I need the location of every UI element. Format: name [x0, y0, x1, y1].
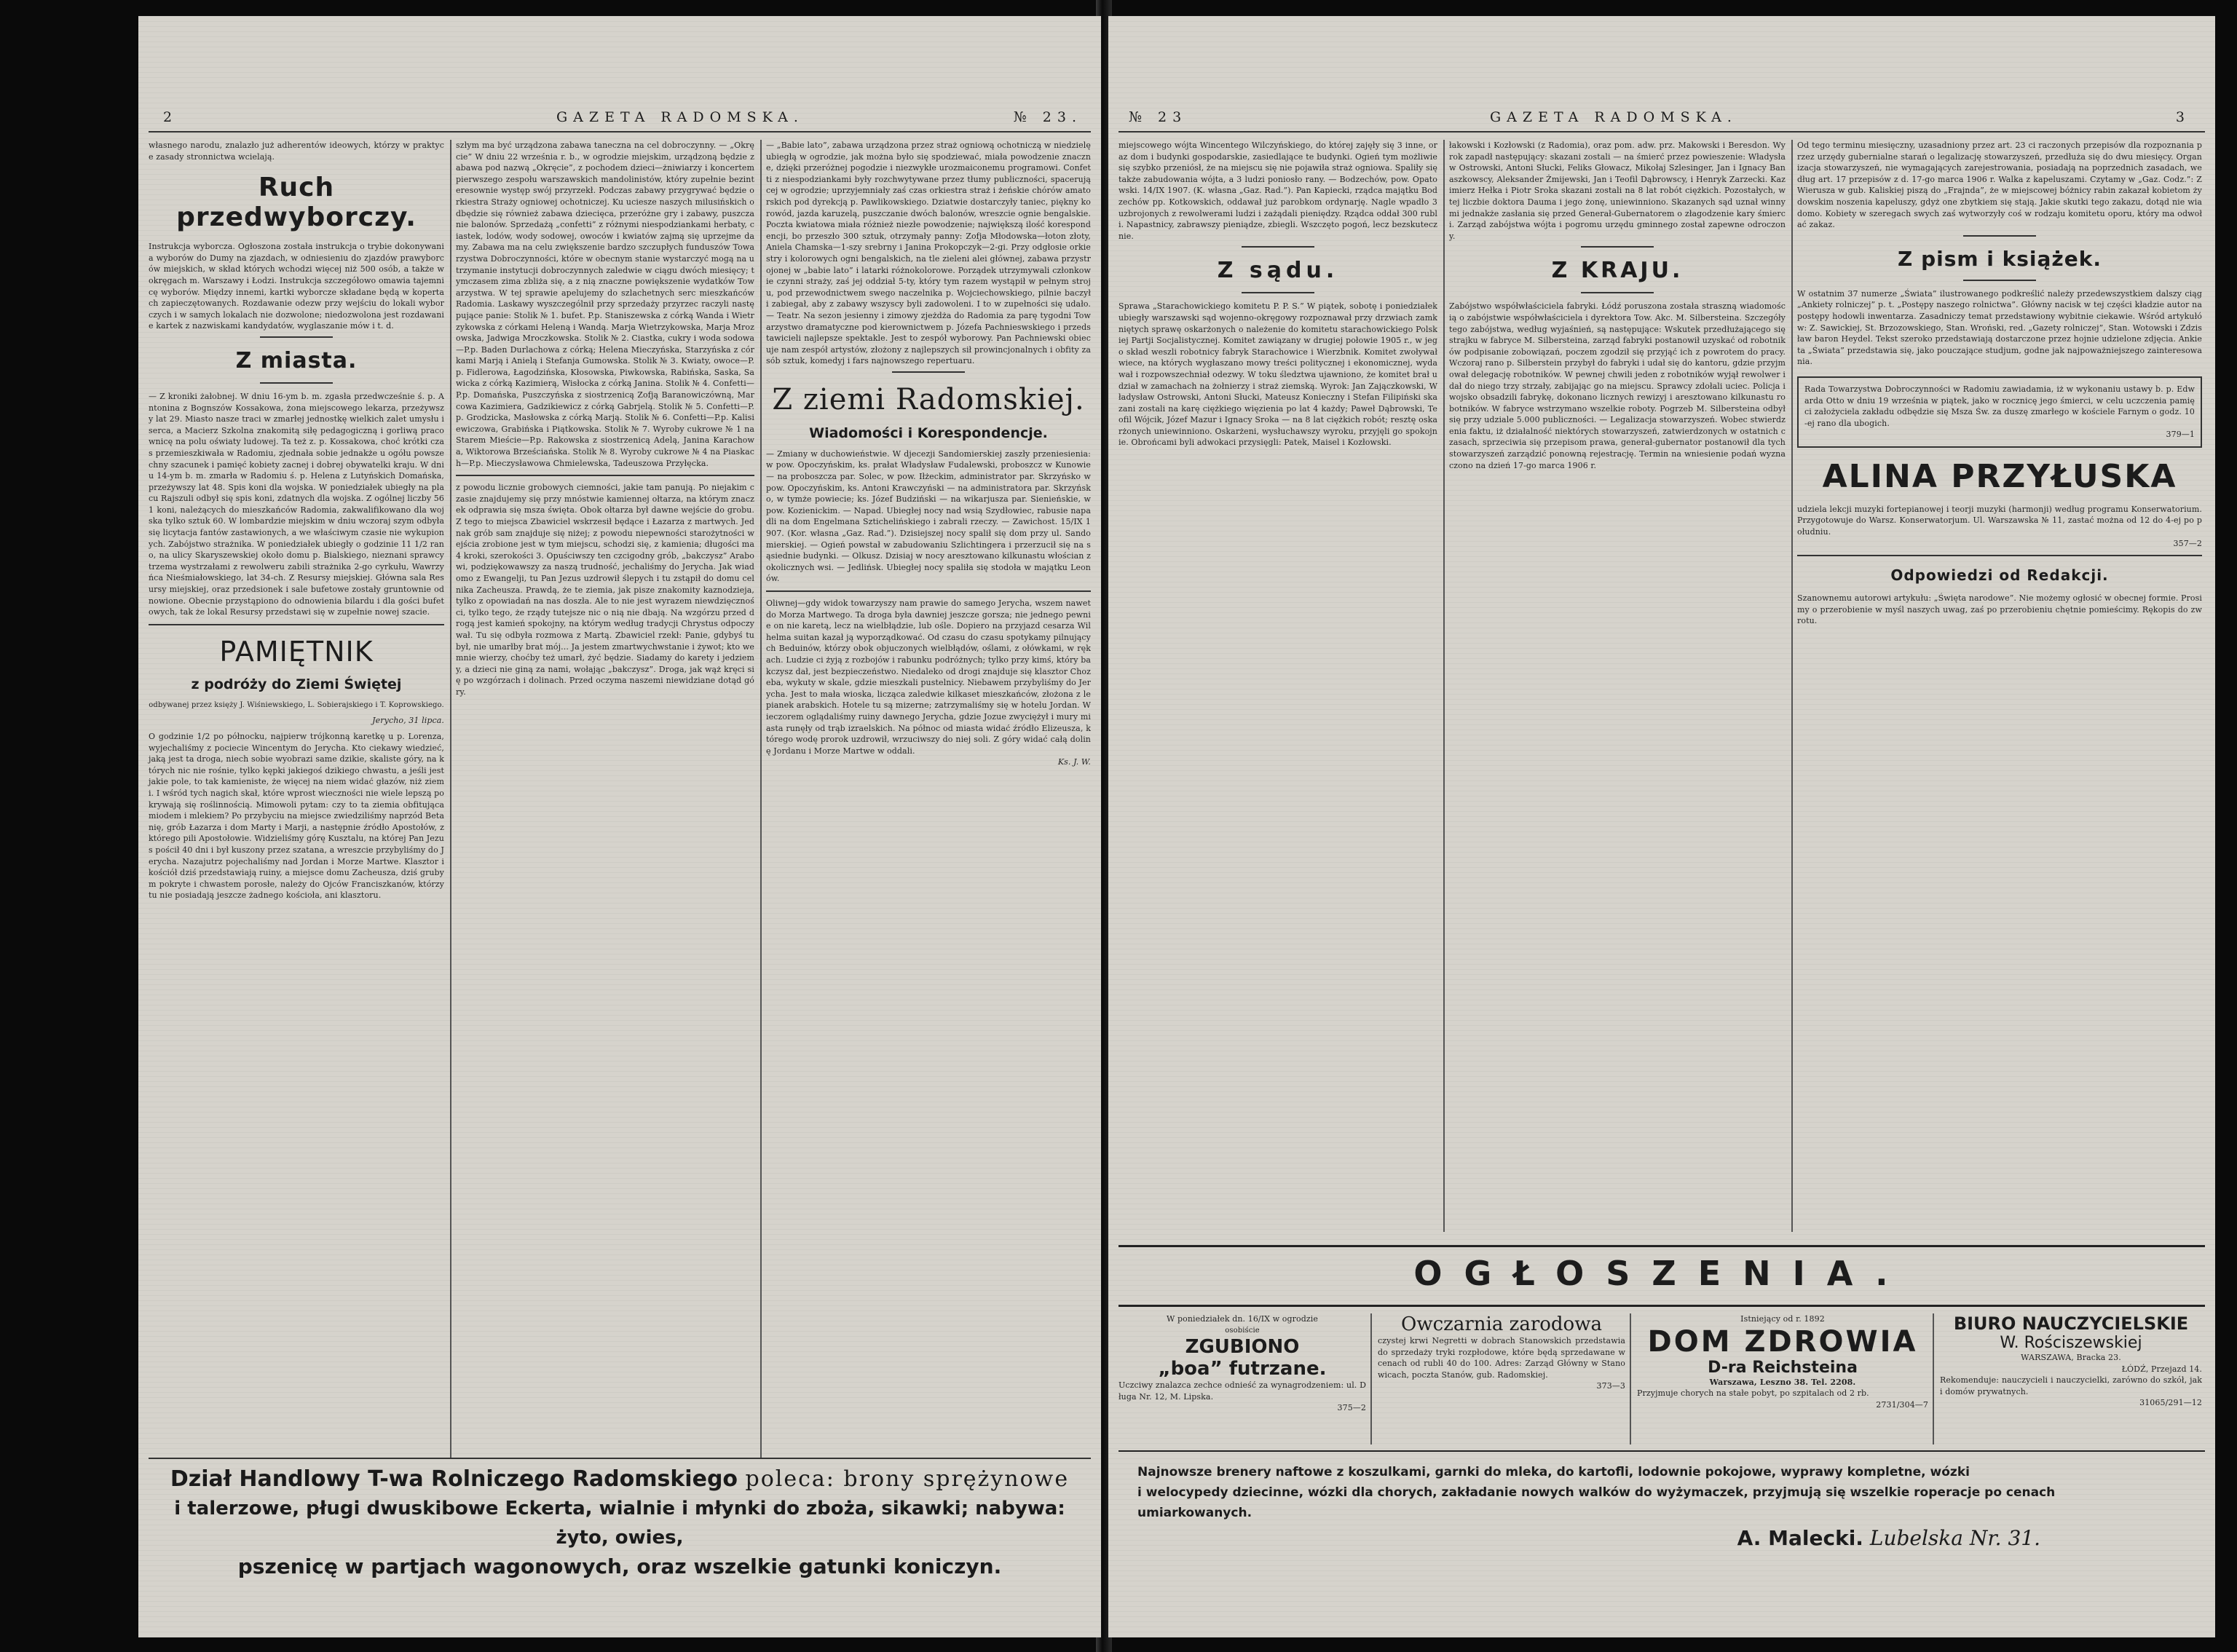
ad2-number: 373—3 — [1596, 1381, 1625, 1391]
ad-malecki — [1137, 1462, 2186, 1571]
pamietnik-place: Jerycho, 31 lipca. — [372, 716, 444, 726]
right-column-2 — [1449, 140, 1786, 1232]
right-column-3 — [1797, 140, 2205, 1232]
column-rule — [1443, 140, 1445, 1232]
alina-text: udziela lekcji muzyki fortepianowej i teorji muzyki (harmonji) według programu Konserwatorium. Przygotowuje do Warsz. Konserwatorjum. Ul. Warszawska № 11, zastać można od 12 do 4-ej po południu. — [1797, 504, 2205, 537]
ad1-small: osobiście — [1225, 1326, 1260, 1335]
signature: Ks. J. W. — [1057, 757, 1091, 767]
ad5-address: Lubelska Nr. 31. — [1869, 1526, 2040, 1550]
divider — [149, 624, 444, 625]
alina-number: 357—2 — [2173, 538, 2202, 548]
column-rule — [450, 140, 451, 1458]
heading-z-kraju: Z KRAJU. — [1551, 258, 1684, 284]
ads-mid-rule — [1118, 1305, 2205, 1307]
left-column-3 — [766, 140, 1094, 1458]
heading-ruch: Ruch przedwyborczy. — [176, 173, 417, 233]
heading-alina-przyluska: ALINA PRZYŁUSKA — [1822, 457, 2177, 495]
ad5-signature — [1137, 1526, 2186, 1550]
right-column-1 — [1118, 140, 1440, 1232]
ad3-established: Istniejący od r. 1892 — [1740, 1314, 1825, 1324]
heading-z-sadu: Z sądu. — [1217, 258, 1339, 284]
ad4-address-2: ŁÓDŹ, Przejazd 14. — [2121, 1364, 2202, 1374]
ad3-address: Warszawa, Leszno 38. Tel. 2208. — [1709, 1377, 1856, 1387]
wyrok-text: łakowski i Kozłowski (z Radomia), oraz pom. adw. prz. Makowski i Beresdon. Wyrok zapadł następujący: skazani zostali — na śmierć przez powieszenie: Władysław Ostrowski, Antoni Słucki, Feliks Głowacz, Mikołaj Szlesinger, Jan i Ignacy Banaszkowscy, Aleksander Żmijewski, Jan i Teofil Dąbrowscy, i Henryk Zarzecki. Kazimierz Hełka i Piotr Sroka skazani zostali na 8 lat robót ciężkich. Pozostałych, w tej liczbie doktora Dauma i jego żonę, uniewinniono. Skazanych sąd uznał winnymi jednakże zasłania się przed Generał-Gubernatorem o złagodzenie kary śmierci. Zarząd zabójstwa wójta i pogromu urzędu gminnego został zapewne odroczony. — [1449, 141, 1788, 241]
pamietnik-text: O godzinie 1/2 po północku, najpierw trójkonną karetkę u p. Lorenza, wyjechaliśmy z pociecie Wincentym do Jerycha. Kto ciekawy wiedzieć, jaką jest ta droga, niech sobie wyobrazi same dzikie, skaliste góry, na których nic nie rośnie, tylko kępki jakiegoś dzikiego chwastu, a jeśli jest jakie pole, to tak kamieniste, że więcej na niem widać głazów, niż ziemi. I wśród tych nagich skał, które wprost wieczności nie wiele lepszą pokrywają się roślinnością. Mimowoli pytam: czy to ta ziemia obfitująca miodem i mlekiem? Po przybyciu na miejsce zwiedziliśmy naprzód Betanię, grób Łazarza i dom Marty i Marji, a następnie źródło Apostołów, z którego pili Apostołowie. Widzieliśmy górę Kusztalu, na której Pan Jezus pościł 40 dni i był kuszony przez szatana, a wreszcie przybyliśmy do Jerycha. Nazajutrz pojechaliśmy nad Jordan i Morze Martwe. Klasztor i kościół dziś przedstawiają ruiny, a miejsce domu Zacheusza, dziś grubym pokryte i chwastem porosłe, należy do Ojców Franciszkanów, którzy tu nie posiadają jeszcze żadnego kościoła, ani klasztoru. — [149, 732, 447, 901]
left-issue-number: № 23. — [1013, 109, 1082, 125]
divider — [1797, 555, 2202, 556]
pamietnik-subtitle: z podróży do Ziemi Świętej — [191, 676, 402, 692]
left-page-number: 2 — [163, 109, 178, 125]
bodzechow-text: miejscowego wójta Wincentego Wilczyńskiego, do której zajęły się 3 inne, oraz dom i budynki gospodarskie, zasiedlające te budynki. Ogień tym możliwie się szybko przeniósł, że na miejscu się nie pojawiła straż ogniowa. Spaliły się także zabudowania wójta, a 3 ludzi poniosło rany. — Bodzechów, pow. Opatowski. 14/IX 1907. (K. własna „Gaz. Rad.”). Pan Kapiecki, rządca majątku Bodzechów pp. Kotkowskich, oddawał już parobkom ordynarję. Nagle wpadło 3 uzbrojonych z rewolwerami ludzi i zażądali pieniędzy. Rządca oddał 300 rubli. Napastnicy, zabrawszy pieniądze, zbiegli. Wszczęto pogoń, lecz bezskutecznie. — [1118, 141, 1440, 241]
ad4-subtitle: W. Rościszewskiej — [2000, 1334, 2142, 1352]
pamietnik-cont-text: z powodu licznie grobowych ciemności, jakie tam panują. Po niejakim czasie znajdujemy się przy mnóstwie kamiennej ołtarza, na którym znaczek odprawia się msza święta. Obok ołtarza był dawne wejście do grobu. Z tego to miejsca Zbawiciel wskrzesił będące i Łazarza z martwych. Jednak grób sam znajduje się niżej; z powodu niepewności starożytności wejścia zrobione jest w tym miejscu, schodzi się, z kamienia; długości ma 4 kroki, szerokości 3. Opuściwszy ten czcigodny grób, „bakczysz” Arabowi, podziękowawszy za naszą trudność, jechaliśmy do Jerycha. Jak wiadomo z Ewangelji, tu Pan Jezus uzdrowił ślepych i tu zstąpił do domu celnika Zacheusza. Prawdą, że te ziemia, jak pisze znakomity kaznodzieja, tylko z opowiadań na nas doszła. Ale to nie jest wyrazem niewdzięczności, tylko tego, że rządy tutejsze nic o nią nie dbają. Na wzgórzu przed drogą jest kamień spokojny, na którym według tradycji Chrystus odpoczywał. Tu się odbyła rozmowa z Martą. Zbawiciel rzekł: Panie, gdybyś tu był, nie umarłby brat mój... Ja jestem zmartwychwstanie i żywot; kto we mnie wierzy, choćby też umarł, żyć będzie. Siadamy do karety i jedziemy, a dzieci nie giną za nami, wołając „bakczysz”. Droga, jak wąż kręci się po wzgórzach i dolinach. Przed oczyma naszemi niewidziane dotąd góry. — [456, 483, 757, 697]
pamietnik-authors: odbywanej przez księży J. Wiśniewskiego, L. Sobierajskiego i T. Koprowskiego. — [149, 700, 444, 709]
ad4-number: 31065/291—12 — [2139, 1398, 2202, 1408]
ad3-subtitle: D-ra Reichsteina — [1708, 1358, 1858, 1377]
heading-miasta: Z miasta. — [235, 347, 358, 374]
ad-divider — [149, 1458, 1091, 1459]
ad5-line-1: Najnowsze brenery naftowe z koszulkami, garnki do mleka, do kartofli, lodownie pokojowe, wyprawy kompletne, wózki — [1137, 1465, 1970, 1479]
bottom-advert — [153, 1465, 1086, 1581]
ad3-number: 2731/304—7 — [1876, 1399, 1928, 1410]
divider — [766, 590, 1091, 592]
ad1-subtitle: „boa” futrzane. — [1158, 1358, 1327, 1380]
ad3-body: Przyjmuje chorych na stałe pobyt, po szpitalach od 2 rb. — [1637, 1388, 1869, 1399]
notice-box — [1797, 376, 2202, 448]
advert-line-1b: poleca: brony sprężynowe — [745, 1466, 1070, 1492]
divider — [1581, 246, 1654, 248]
ad1-number: 375—2 — [1337, 1403, 1366, 1413]
heading-ziemi-radomskiej: Z ziemi Radomskiej. — [772, 382, 1085, 416]
jerycho-text: Oliwnej—gdy widok towarzyszy nam prawie do samego Jerycha, wszem nawet do Morza Martwego. Ta droga była dawniej jeszcze gorsza; nie jednego pewnie on nie karetą, lecz na wielbłądzie, lub ośle. Dopiero na przyjazd cesarza Wilhelma suitan kazał ją wyporządkować. Od czasu do czasu spotykamy pilnujących Beduinów, którzy obok objuczonych wielbłądów, oślami, z ołówkami, w rękach. Ludzie ci żyją z rozbojów i rabunku podróżnych; tylko przy kimś, który bakczysz dał, jest bezpieczeństwo. Niedaleko od drogi znajduje się klasztor Chozeba, wykuty w skale, gdzie mieszkali pustelnicy. Niebawem przybyliśmy do Jerycha. Jest to mała wioska, licząca zaledwie kilkaset mieszkańców, złożona z lepianek arabskich. Hotele tu są mizerne; zatrzymaliśmy się w hotelu Jordan. Wieczorem oglądaliśmy ruiny dawnego Jerycha, gdzie Jozue zwyciężył i mury miasta runęły od trąb izraelskich. Na północ od miasta widać źródło Elizeusza, którego wodę prorok uzdrowił, wrzuciwszy do niej soli. Z góry widać całą dolinę Jordanu i Morze Martwe w oddali. — [766, 598, 1094, 756]
advert-line-2: i talerzowe, pługi dwuskibowe Eckerta, wialnie i młynki do zboża, sikawki; nabywa: żyto, owies, — [174, 1498, 1065, 1549]
miasta-text: — Z kroniki żałobnej. W dniu 16-ym b. m. zgasła przedwcześnie ś. p. Antonina z Bognszów Kossakowa, żona miejscowego lekarza, przeżywszy lat 29. Miasto nasze traci w zmarłej jednostkę wielkich zalet umysłu i serca, a Macierz Szkolna znakomitą siłę pedagogiczną i gorliwą pracownicę na polu oświaty ludowej. Ta też z. p. Kossakowa, choć krótki czas przemieszkiwała w Radomiu, zjednała sobie jednakże u ogółu powszechny szacunek i pamięć kobiety zacnej i dobrej obywatelki kraju. W dniu 14-ym b. m. zmarła w Radomiu ś. p. Helena z Lutyńskich Domańska, przeżywszy lat 48. Spis koni dla wojska. W poniedziałek ubiegły na placu Rajszuli odbył się spis koni, zdatnych dla wojska. Z ogólnej liczby 561 koni, należących do mieszkańców Radomia, zakwalifikowano dla wojska tylko sztuk 60. W lombardzie miejskim w dniu wczoraj szym odbyła się licytacja fantów zastawionych, a we właściwym czasie nie wykupionych. Zabójstwo strażnika. W poniedziałek ubiegły o godzinie 11 1/2 rano, na ulicy Skaryszewskiej około domu p. Bialskiego, nieznani sprawcy trzema wystrzałami z rewolweru zabili strażnika 2-go cyrkułu, Wawrzyńca Nieśmiałowskiego, lat 34-ch. Z Resursy miejskiej. Główna sala Resursy miejskiej, oraz przedsionek i sale bufetowe zostały gruntownie odnowione. Obecnie przystąpiono do odnowienia bilardu i dla gości bufetowych, tak że lokal Resursy przedstawi się w zupełnie nowej szacie. — [149, 391, 447, 617]
left-column-1 — [149, 140, 447, 1465]
ad-biuro-nauczycielskie — [1940, 1313, 2205, 1444]
divider — [260, 382, 333, 384]
kraju-text: Zabójstwo współwłaściciela fabryki. Łódź poruszona została straszną wiadomością o zabójstwie współwłaściciela i dyrektora Tow. Akc. M. Silbersteina. Szczegóły tego zabójstwa, według wyjaśnień, są następujące: Wskutek przedłużającego się strajku w fabryce M. Silbersteina, zarząd fabryki postanowił uzyskać od robotników podpisanie zobowiązań, poczem zgodził się przyjąć ich z powrotem do pracy. Wczoraj rano p. Silberstein przybył do fabryki i udał się do kantoru, gdzie przyjmował delegację robotników. W pewnej chwili jeden z robotników wyjął rewolwer i dał do niego trzy strzały, zabijając go na miejscu. Sprawcy zdołali uciec. Policja i wojsko obsadzili fabrykę, dokonano licznych rewizyj i aresztowano kilkunastu robotników. W fabryce wstrzymano wszelkie roboty. Pogrzeb M. Silbersteina odbył się przy udziale 5.000 publiczności. — Legalizacja stowarzyszeń. Wobec stwierdzenia faktu, iż działalność niektórych stowarzyszeń, zatwierdzonych w ostatnich czasach, sprzeciwia się przepisom prawa, generał-gubernator postanowił dla tych stowarzyszeń zarządzić ponowną rejestrację. Termin na wniesienie podań wyznaczono na dzień 17-go marca 1906 r. — [1449, 301, 1788, 470]
ad4-address: WARSZAWA, Bracka 23. — [2021, 1353, 2121, 1362]
ad2-body: czystej krwi Negretti w dobrach Stanowskich przedstawia do sprzedaży tryki rozpłodowe, które będą sprzedawane w cenach od rubli 40 do 100. Adres: Zarząd Główny w Stanowicach, poczta Stanów, gub. Radomskiej. — [1378, 1336, 1628, 1380]
notice-text: Rada Towarzystwa Dobroczynności w Radomiu zawiadamia, iż w wykonaniu ustawy b. p. Edwarda Otto w dniu 19 września w piątek, jako w rocznicę jego śmierci, w celu uczczenia pamięci założyciela zakładu odbędzie się Msza Św. za duszę zmarłego w kościele Farnym o godz. 10-ej rano dla ubogich. — [1804, 384, 2195, 428]
divider — [1242, 246, 1314, 248]
divider — [1581, 292, 1654, 293]
column-rule — [1933, 1313, 1934, 1444]
ad-dom-zdrowia — [1637, 1313, 1928, 1444]
heading-z-pism: Z pism i książek. — [1898, 246, 2102, 271]
right-issue-number: № 23 — [1129, 109, 1188, 125]
ad4-title: BIURO NAUCZYCIELSKIE — [1953, 1313, 2189, 1334]
column-rule — [760, 140, 762, 1458]
ad3-title: DOM ZDROWIA — [1647, 1324, 1918, 1359]
ad1-body: Uczciwy znalazca zechce odnieść za wynagrodzeniem: ul. Długa Nr. 12, M. Lipska. — [1118, 1380, 1366, 1402]
left-running-head — [149, 102, 1091, 133]
ad-owczarnia — [1378, 1313, 1628, 1444]
ads-top-rule — [1118, 1245, 2205, 1247]
divider — [1242, 292, 1314, 293]
right-running-head — [1118, 102, 2205, 133]
ad4-body: Rekomenduje: nauczycieli i nauczycielki, zarówno do szkół, jak i domów prywatnych. — [1940, 1375, 2205, 1396]
right-masthead: GAZETA RADOMSKA. — [1490, 109, 1737, 125]
ads-bottom-rule — [1118, 1450, 2205, 1452]
advert-line-3: pszenicę w partjach wagonowych, oraz wszelkie gatunki koniczyn. — [237, 1554, 1002, 1578]
left-page — [138, 16, 1101, 1637]
heading-pamietnik: PAMIĘTNIK — [219, 635, 374, 668]
ad1-intro: W poniedziałek dn. 16/IX w ogrodzie — [1166, 1314, 1319, 1324]
ad2-title: Owczarnia zarodowa — [1401, 1313, 1602, 1335]
ziemi-text: — Zmiany w duchowieństwie. W djecezji Sandomierskiej zaszły przeniesienia: w pow. Opoczyńskim, ks. prałat Władysław Fudalewski, proboszcz w Kunowie — na proboszcza par. Solec, w pow. Iłżeckim, administrator par. Skrzyńsko w pow. Opoczyńskim, ks. Antoni Krawczyński — na administratora par. Skrzyńsko, w tymże powiecie; ks. Józef Budziński — na wikarjusza par. Sienieńskie, w pow. Kozienickim. — Napad. Ubiegłej nocy nad wsią Szydłowiec, rabusie napadli na dom Engelmana Sztichelińskiego i zabrali rzeczy. — Zawichost. 15/IX 1907. (Kor. własna „Gaz. Rad.”). Dzisiejszej nocy spalił się dom przy ul. Sandomierskiej. — Ogień powstał w zabudowaniu Szlichtingera i przerzucił się na sąsiednie budynki. — Olkusz. Dzisiaj w nocy aresztowano kilkunastu włościan z okolicznych wsi. — Jedlińsk. Ubiegłej nocy spaliła się stodoła w majątku Leonów. — [766, 448, 1094, 584]
ruch-text: Instrukcja wyborcza. Ogłoszona została instrukcja o trybie dokonywania wyborów do Dumy na zjazdach, w odniesieniu do zjazdów prawyborców miejskich, w skład których wchodzi więcej niż 500 osób, a także w okręgach m. Warszawy i Łodzi. Instrukcja szczegółowo omawia tajemnicę wyborów. Między innemi, kartki wyborcze składane będą w kopertach zapieczętowanych. Rozdawanie odezw przy wejściu do lokali wyborczych i w samych lokalach nie dozwolone; niedozwolona jest rozdawanie kartek z nazwiskami kandydatów, wyglaszanie mów i t. d. — [149, 242, 447, 331]
right-page-number: 3 — [2175, 109, 2190, 125]
ad5-line-2: i welocypedy dziecinne, wózki dla chorych, zakładanie nowych walków do wyżymaczek, przyjmują się wszelkie roperacje po cenach — [1137, 1485, 2056, 1500]
ad1-title: ZGUBIONO — [1185, 1336, 1300, 1359]
left-masthead: GAZETA RADOMSKA. — [556, 109, 804, 125]
column-rule — [1791, 140, 1793, 1232]
divider — [892, 371, 965, 373]
ad5-name: A. Malecki. — [1737, 1526, 1863, 1550]
ziemi-subtitle: Wiadomości i Korespondencje. — [809, 424, 1048, 441]
heading-ogloszenia: OGŁOSZENIA. — [1413, 1254, 1910, 1293]
heading-odpowiedzi: Odpowiedzi od Redakcji. — [1890, 566, 2109, 585]
notice-number: 379—1 — [2166, 430, 2195, 440]
advert-line-1a: Dział Handlowy T-wa Rolniczego Radomskiego — [170, 1466, 738, 1492]
divider — [1963, 235, 2036, 237]
okrecie-text: szłym ma być urządzona zabawa taneczna na cel dobroczynny. — „Okręcie” W dniu 22 września r. b., w ogrodzie miejskim, urządzoną będzie zabawa pod nazwą „Okręcie”, z pochodem dzieci—żniwiarzy i koncertem pierwszego zespołu warszawskich mandolinistów, który zupełnie bezinteresownie występ swój przyrzekł. Podczas zabawy przygrywać będzie orkiestra Straży ogniowej ochotniczej. Ku uciesze naszych milusińskich odbędzie się również zabawa dziecięca, przeróżne gry i zabawy, puszczanie balonów. Sprzedażą „confetti” z różnymi niespodziankami herbaty, ciastek, lodów, wody sodowej, owoców i kwiatów zajmą się uprzejme damy. Zabawa ma na celu zwiększenie bardzo szczupłych funduszów Towarzystwa Dobroczynności, które w obecnym stanie wystarczyć mogą na utrzymanie instytucji dobroczynnych zaledwie w ciągu dwóch miesięcy; tymczasem zima zbliża się, a z nią znaczne powiększenie wydatków Towarzystwa. W tej sprawie apelujemy do szlachetnych serc mieszkańców Radomia. Laskawy wyszczególnił przy sprzedaży przyrzec raczyli następujące panie: Stolik № 1. bufet. P.p. Staniszewska z córką Wanda i Wietrzykowska z córkami Heleną i Wandą. Marja Wietrzykowska, Marja Mrozowska, Jadwiga Mroczkowska. Stolik № 2. Ciastka, cukry i woda sodowa—P.p. Baden Durlachowa z córką; Helena Mieczyńska, Starzyńska z córkami Marją i Anielą i Stefanja Gumowska. Stolik № 3. Kwiaty, owoce—P.p. Fidlerowa, Łagodzińska, Kłosowska, Piwkowska, Rabińska, Saska, Sawicka z córką Kazimierą, Wisłocka z córką Janina. Stolik № 4. Confetti—P.p. Domańska, Puszczyńska z siostrzenicą Zofją Baranowiczówną, Marcowa Kazimiera, Gadzikiewicz z córką Gabrjelą. Stolik № 5. Confetti—P.p. Grodzicka, Masłowska z córką Marją. Stolik № 6. Confetti—P.p. Kalisiewiczowa, Grabińska i Piątkowska. Stolik № 7. Wyroby cukrowe № 1 na Starem Mieście—P.p. Rakowska z siostrzenicą Adelą, Janina Karachowa, Wiktorowa Brześciańska. Stolik № 8. Wyroby cukrowe № 4 na Piaskach—P.p. Mieczysławowa Chmielewska, Tadeuszowa Przyłęcka. — [456, 141, 757, 468]
column-rule — [1370, 1313, 1372, 1444]
ad5-line-3: umiarkowanych. — [1137, 1506, 1252, 1520]
babie-lato-text: — „Babie lato”, zabawa urządzona przez straż ogniową ochotniczą w niedzielę ubiegłą w ogrodzie, jak można było się spodziewać, miała powodzenie znaczne, dzięki przeróżnej pogodzie i niezwykłe urozmaiconemu programowi. Confetti z niespodziankami były rozchwytywane przez tłumy publiczności, spacerującej w ogrodzie; uprzyjemniały zaś czas orkiestra straż i żeńskie chórów amatorskich pod dyrekcją p. Pawlikowskiego. Dziatwie dostarczyły taniec, piękny korowód, jazda karuzelą, puszczanie dwóch balonów, wreszcie ognie bengalskie. Poczta kwiatowa miała różnież niezłe powodzenie; największą ilość korespondencji, bo przeszło 300 sztuk, otrzymały panny: Zofja Młodowska—łoton złoty, Aniela Chamska—1-szy srebrny i Janina Prokopczyk—2-gi. Przy odgłosie orkiestry i kolorowych ogni bengalskich, na tle zieleni alei głównej, zabawa przystrojonej w „babie lato” i latarki różnokolorowe. Porządek utrzymywali członkowie czynni straży, zaś jej oddział 5-ty, który tym razem wystąpił w pełnym stroju, pod przewodnictwem swego naczelnika p. Wojciechowskiego, pilnie baczył i zabiegał, aby z zabawy wszyscy byli zadowoleni. I to w zupełności się udało. — Teatr. Na sezon jesienny i zimowy zjeżdża do Radomia za parę tygodni Towarzystwo dramatyczne pod kierownictwem p. Józefa Pachnieswskiego i przedstawicieli najlepsze spektakle. Jest to zespół wyborowy. Pan Pachniewski obiecuje nam zespół artystów, złożony z najlepszych sił prowincjonalnych i obfity zasób sztuk, komedyj i fars najnowszego repertuaru. — [766, 141, 1094, 366]
divider — [260, 336, 333, 338]
intro-text: własnego narodu, znalazło już adherentów ideowych, którzy w praktyce zasady stronnictwa wcielają. — [149, 141, 444, 162]
column-rule — [1630, 1313, 1631, 1444]
divider — [456, 475, 754, 476]
left-column-2 — [456, 140, 757, 1458]
odpowiedzi-text: Szanownemu autorowi artykułu: „Święta narodowe”. Nie możemy ogłosić w obecnej formie. Prosimy o przerobienie w myśl naszych uwag, zaś po przerobieniu chętnie pomieścimy. Rękopis do zwrotu. — [1797, 593, 2202, 626]
ad-zgubiono — [1118, 1313, 1366, 1444]
sadu-text: Sprawa „Starachowickiego komitetu P. P. S.” W piątek, sobotę i poniedziałek ubiegły warszawski sąd wojenno-okręgowy rozpoznawał przy drzwiach zamkniętych sprawę oskarżonych o należenie do komitetu starachowickiego Polskiej Partji Socjalistycznej. Komitet zawiązany w drugiej połowie 1905 r., w jego skład weszli robotnicy fabryk Starachowice i Wierzbnik. Komitet zwoływał wiece, na których wygłaszano mowy treści politycznej i ekonomicznej, wydawał i rozpowszechniał odezwy. W toku śledztwa ujawniono, że komitet brał udział w zamachach na żołnierzy i straż ziemską. Wyrok: Jan Zajączkowski, Władysław Ostrowski, Antoni Słucki, Mateusz Konieczny i Stefan Filipiński skazani zostali na karę ciężkiego więzienia po lat 4 każdy; Paweł Dąbrowski, Teofil Wójcik, Józef Mazur i Ignacy Sroka — na 8 lat ciężkich robót; resztę oskarżonych uniewinniono. Oskarżeni, wysłuchawszy wyroku, przyjęli go spokojnie. Obrońcami byli adwokaci przysięgli: Patek, Maisel i Kozłowski. — [1118, 301, 1440, 448]
pism-text: W ostatnim 37 numerze „Świata” ilustrowanego podkreślić należy przedewszystkiem dalszy ciąg „Ankiety rolniczej” p. t. „Postępy naszego rolnictwa”. Główny nacisk w tej części kładzie autor na postępy hodowli inwentarza. Zasadniczy temat przedstawiony wybitnie ciekawie. Wśród artykułów: Z. Sawickiej, St. Brzozowskiego, Stan. Wroński, red. „Gazety rolniczej”, Stan. Wotowski i Zdzisław baron Heydel. Tekst szeroko przedstawiają dostarczone przez hojnie udzielone zdjęcia. Ankieta „Świata” przedstawia się, jako pouczające studjum, godne jak najpoważniejszego zainteresowania. — [1797, 288, 2205, 367]
divider — [1963, 280, 2036, 281]
right-page — [1108, 16, 2215, 1637]
legalizacja-cont-text: Od tego terminu miesięczny, uzasadniony przez art. 23 ci raczonych przepisów dla rozpoznania przez urzędy gubernialne starań o legalizację stowarzyszeń, przedłuża się do dwu miesięcy. Organizacja stowarzyszeń, nie wymagających zarejestrowania, posiadają na poprzednich zasadach, według art. 17 przepisów z d. 17-go marca 1906 r. Walka z kapeluszami. Czytamy w „Gaz. Codz.”: Z Wierusza w gub. Kaliskiej piszą do „Frajnda”, że w miejscowej bóżnicy rabin zakazał kobietom żydowskim noszenia kapeluszy, gdyż one zbytkiem się stają. Jakie skutki tego zakazu, dotąd nie wiadomo. Kobiety w szeregach swych zaś wytworzyły coś w rodzaju komitetu oporu, który ma odwołać zakaz. — [1797, 141, 2205, 230]
